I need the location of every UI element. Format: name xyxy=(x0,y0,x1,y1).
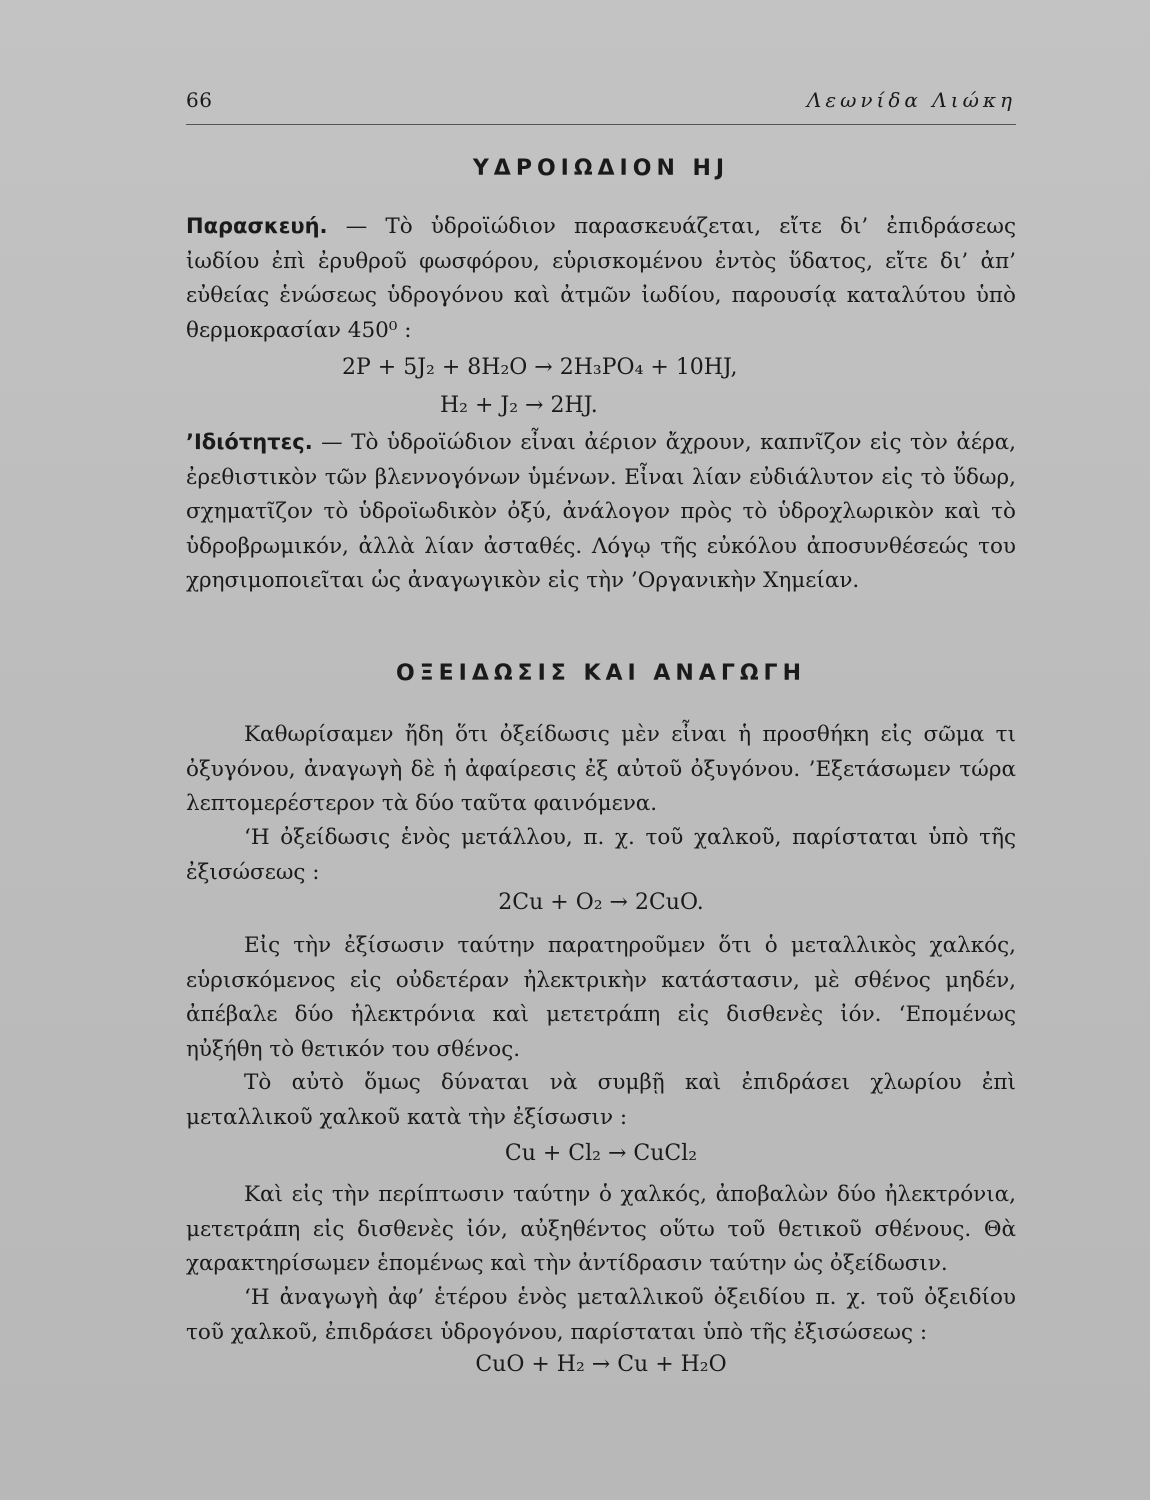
paragraph-definition: Καθωρίσαμεν ἤδη ὅτι ὀξείδωσις μὲν εἶναι ἡ προσθήκη εἰς σῶμα τι ὀξυγόνου, ἀναγωγὴ δὲ ἡ ἀφαίρεσις ἐξ αὐτοῦ ὀξυγόνου. ’Εξετάσωμεν τώρα λεπτομερέστερον τὰ δύο ταῦτα φαινόμενα. xyxy=(186,722,1016,816)
paragraph-preparation xyxy=(186,209,1016,348)
equation-copper-oxygen: 2Cu + O₂ → 2CuO. xyxy=(498,890,704,915)
running-header xyxy=(186,88,1016,118)
preparation-text: — Τὸ ὑδροϊώδιον παρασκευάζεται, εἴτε δι’ ἐπιδράσεως ἰωδίου ἐπὶ ἐρυθροῦ φωσφόρου, εὑρισκομένου ἐντὸς ὕδατος, εἴτε δι’ ἀπ’ εὐθείας ἑνώσεως ὑδρογόνου καὶ ἀτμῶν ἰωδίου, παρουσίᾳ καταλύτου ὑπὸ θερμοκρασίαν 450⁰ : xyxy=(186,214,1016,343)
paragraph-copper-oxidation: ‘Η ὀξείδωσις ἑνὸς μετάλλου, π. χ. τοῦ χαλκοῦ, παρίσταται ὑπὸ τῆς ἐξισώσεως : xyxy=(186,825,1016,885)
section-title-oxidation-reduction: ΟΞΕΙΔΩΣΙΣ ΚΑΙ ΑΝΑΓΩΓΗ xyxy=(396,661,806,686)
equation-copper-oxide-hydrogen: CuO + H₂ → Cu + H₂O xyxy=(475,1352,727,1377)
paragraph-reduction: ‘Η ἀναγωγὴ ἀφ’ ἑτέρου ἑνὸς μεταλλικοῦ ὀξειδίου π. χ. τοῦ ὀξειδίου τοῦ χαλκοῦ, ἐπιδράσει ὑδρογόνου, παρίσταται ὑπὸ τῆς ἐξισώσεως : xyxy=(186,1285,1016,1345)
paragraph-chlorine: Τὸ αὐτὸ ὅμως δύναται νὰ συμβῇ καὶ ἐπιδράσει χλωρίου ἐπὶ μεταλλικοῦ χαλκοῦ κατὰ τὴν ἐξίσωσιν : xyxy=(186,1070,1016,1130)
paragraph-properties xyxy=(186,425,1016,599)
equation-copper-chlorine: Cu + Cl₂ → CuCl₂ xyxy=(504,1141,698,1166)
properties-text: — Τὸ ὑδροϊώδιον εἶναι ἀέριον ἄχρουν, καπνῖζον εἰς τὸν ἀέρα, ἐρεθιστικὸν τῶν βλεννογόνων ὑμένων. Εἶναι λίαν εὐδιάλυτον εἰς τὸ ὕδωρ, σχηματῖζον τὸ ὑδροϊωδικὸν ὀξύ, ἀνάλογον πρὸς τὸ ὑδροχλωρικὸν καὶ τὸ ὑδροβρωμικόν, ἀλλὰ λίαν ἀσταθές. Λόγῳ τῆς εὐκόλου ἀποσυνθέσεώς του χρησιμοποιεῖται ὡς ἀναγωγικὸν εἰς τὴν ’Οργανικὴν Χημείαν. xyxy=(186,430,1016,593)
page-number: 66 xyxy=(186,88,213,112)
equation-hydrogen-iodine: H₂ + J₂ → 2HJ. xyxy=(440,393,598,418)
running-author: Λεωνίδα Λιώκη xyxy=(806,88,1016,112)
paragraph-oxidation-conclusion: Καὶ εἰς τὴν περίπτωσιν ταύτην ὁ χαλκός, ἀποβαλὼν δύο ἠλεκτρόνια, μετετράπη εἰς δισθενὲς ἰόν, αὐξηθέντος οὕτω τοῦ θετικοῦ σθένους. Θὰ χαρακτηρίσωμεν ἑπομένως καὶ τὴν ἀντίδρασιν ταύτην ὡς ὀξείδωσιν. xyxy=(186,1182,1016,1276)
properties-lead: ’Ιδιότητες. xyxy=(186,430,313,454)
equation-phosphorus: 2P + 5J₂ + 8H₂O → 2H₃PO₄ + 10HJ, xyxy=(342,355,738,380)
paragraph-electrons: Εἰς τὴν ἐξίσωσιν ταύτην παρατηροῦμεν ὅτι ὁ μεταλλικὸς χαλκός, εὑρισκόμενος εἰς οὐδετέραν ἠλεκτρικὴν κατάστασιν, μὲ σθένος μηδέν, ἀπέβαλε δύο ἠλεκτρόνια καὶ μετετράπη εἰς δισθενὲς ἰόν. ‘Επομένως ηὐξήθη τὸ θετικόν του σθένος. xyxy=(186,933,1016,1062)
preparation-lead: Παρασκευή. xyxy=(186,214,328,238)
header-rule xyxy=(186,124,1016,125)
section-title-hydroiodide: ΥΔΡΟΙΩΔΙΟΝ HJ xyxy=(472,156,730,181)
